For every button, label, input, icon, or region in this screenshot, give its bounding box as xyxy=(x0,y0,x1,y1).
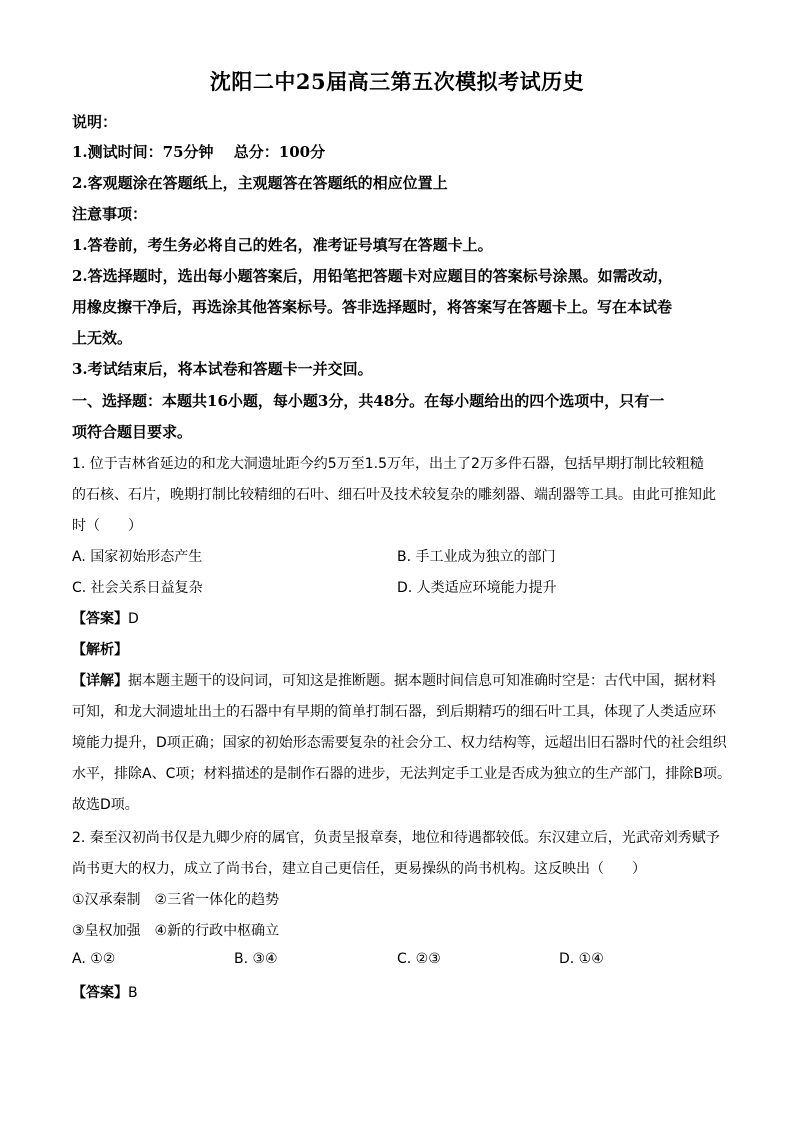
question-1-detail-line3: 境能力提升，D项正确；国家的初始形态需要复杂的社会分工、权力结构等，远超出旧石器时代的社会组织 xyxy=(72,735,727,751)
question-1-option-d: D. 人类适应环境能力提升 xyxy=(397,580,557,596)
question-1-detail-line1 xyxy=(72,670,722,690)
question-1-detail-line4: 水平，排除A、C项；材料描述的是制作石器的进步，无法判定手工业是否成为独立的生产部门，排除B项。 xyxy=(72,766,731,782)
section-heading-line2: 项符合题目要求。 xyxy=(72,423,193,441)
question-2-stem-line1: 2. 秦至汉初尚书仅是九卿少府的属官，负责呈报章奏，地位和待遇都较低。东汉建立后，光武帝刘秀赋予 xyxy=(72,830,720,846)
question-1-stem-line2: 的石核、石片，晚期打制比较精细的石叶、细石叶及技术较复杂的雕刻器、端刮器等工具。由此可推知此 xyxy=(72,487,716,503)
question-1-analysis-tag xyxy=(72,639,722,659)
answer-tag: 【答案】 xyxy=(72,611,128,627)
note-3: 3.考试结束后，将本试卷和答题卡一并交回。 xyxy=(72,360,373,378)
question-1-option-b: B. 手工业成为独立的部门 xyxy=(397,549,556,565)
analysis-tag: 【解析】 xyxy=(72,642,128,658)
question-1-stem-line3: 时（ ） xyxy=(72,518,142,534)
notes-heading: 注意事项： xyxy=(72,205,148,223)
answer-tag: 【答案】 xyxy=(72,985,128,1001)
question-1-detail-line2: 可知，和龙大洞遗址出土的石器中有早期的简单打制石器，到后期精巧的细石叶工具，体现了人类适应环 xyxy=(72,704,716,720)
question-2-option-d: D. ①④ xyxy=(559,951,604,967)
instruction-answer-sheet: 2.客观题涂在答题纸上，主观题答在答题纸的相应位置上 xyxy=(72,174,448,192)
instructions-heading: 说明： xyxy=(72,113,118,131)
note-1: 1.答卷前，考生务必将自己的姓名，准考证号填写在答题卡上。 xyxy=(72,236,493,254)
question-2-statements-2: ③皇权加强 ④新的行政中枢确立 xyxy=(72,923,280,939)
note-2-line3: 上无效。 xyxy=(72,329,133,347)
instruction-time: 1.测试时间：75分钟 总分：100分 xyxy=(72,143,326,161)
detail-tag: 【详解】 xyxy=(72,673,128,689)
section-heading-line1: 一、选择题：本题共16小题，每小题3分，共48分。在每小题给出的四个选项中，只有一 xyxy=(72,392,665,410)
question-1-option-a: A. 国家初始形态产生 xyxy=(72,549,203,565)
detail-text: 据本题主题干的设问词，可知这是推断题。据本题时间信息可知准确时空是：古代中国，据材料 xyxy=(128,673,716,689)
question-1-option-c: C. 社会关系日益复杂 xyxy=(72,580,203,596)
question-2-answer xyxy=(72,982,722,1002)
note-2-line1: 2.答选择题时，选出每小题答案后，用铅笔把答题卡对应题目的答案标号涂黑。如需改动， xyxy=(72,267,673,285)
question-1-detail-line5: 故选D项。 xyxy=(72,797,139,813)
question-2-option-c: C. ②③ xyxy=(397,951,441,967)
answer-value: B xyxy=(128,985,138,1001)
question-2-option-a: A. ①② xyxy=(72,951,116,967)
question-2-option-b: B. ③④ xyxy=(234,951,278,967)
answer-value: D xyxy=(128,611,139,627)
question-2-stem-line2: 尚书更大的权力，成立了尚书台，建立自己更信任，更易操纵的尚书机构。这反映出（ ） xyxy=(72,861,646,877)
question-1-answer xyxy=(72,608,722,628)
question-2-statements-1: ①汉承秦制 ②三省一体化的趋势 xyxy=(72,892,280,908)
page-title: 沈阳二中25届高三第五次模拟考试历史 xyxy=(209,69,585,94)
note-2-line2: 用橡皮擦干净后，再选涂其他答案标号。答非选择题时，将答案写在答题卡上。写在本试卷 xyxy=(72,298,673,316)
question-1-stem-line1: 1. 位于吉林省延边的和龙大洞遗址距今约5万至1.5万年，出土了2万多件石器，包括早期打制比较粗糙 xyxy=(72,456,704,472)
